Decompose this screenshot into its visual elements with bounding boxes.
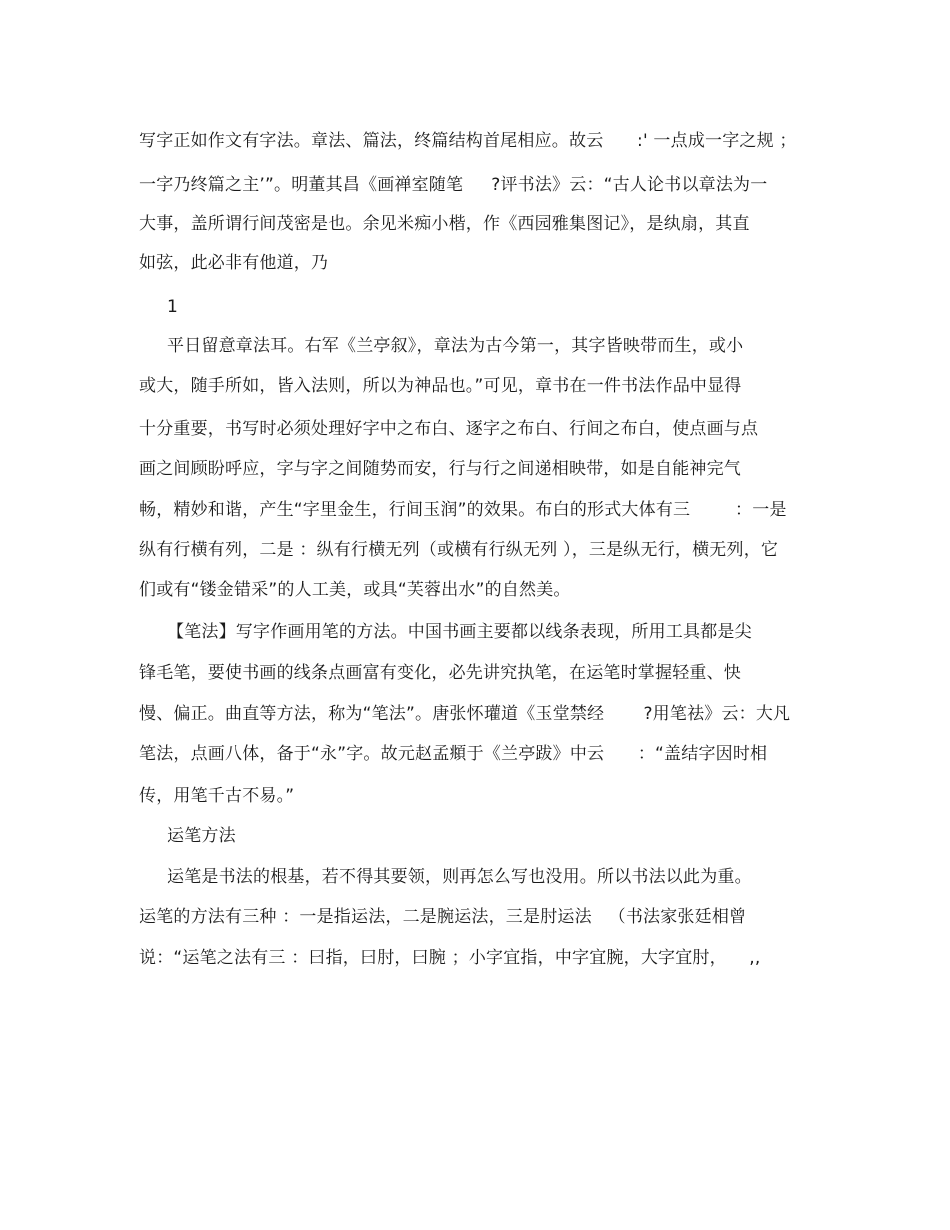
text-line: 们或有“镂金错采”的人工美，或具“芙蓉出水”的自然美。 xyxy=(139,580,571,600)
text-line: 画之间顾盼呼应，字与字之间随势而安，行与行之间递相映带，如是自能神完气 xyxy=(139,459,741,479)
text-line: 写字正如作文有字法。章法、篇法，终篇结构首尾相应。故云 :' 一点成一字之规 ； xyxy=(139,131,797,151)
text-line: 【笔法】写字作画用笔的方法。中国书画主要都以线条表现，所用工具都是尖 xyxy=(167,622,752,642)
page-number: 1 xyxy=(167,297,179,317)
text-line: 或大，随手所如，皆入法则，所以为神品也。”可见，章书在一件书法作品中显得 xyxy=(139,376,742,396)
text-line: 运笔是书法的根基，若不得其要领，则再怎么写也没用。所以书法以此为重。 xyxy=(167,867,752,887)
text-line: 慢、偏正。曲直等方法，称为“笔法”。唐张怀瓘道《玉堂禁经 ?用笔祛》云：大凡 xyxy=(139,704,791,724)
text-line: 一字乃终篇之主’”。明董其昌《画禅室随笔 ?评书法》云：“古人论书以章法为一 xyxy=(139,175,768,195)
text-line: 平日留意章法耳。右军《兰亭叙》，章法为古今第一，其字皆映带而生，或小 xyxy=(167,336,744,356)
text-line: 大事，盖所谓行间茂密是也。余见米痴小楷，作《西园雅集图记》，是纨扇，其直 xyxy=(139,214,750,234)
text-line: 说：“运笔之法有三 ：曰指，曰肘，曰腕 ；小字宜指，中字宜腕，大字宜肘， ,, xyxy=(139,948,761,968)
text-line: 传，用笔千古不易。” xyxy=(139,786,295,806)
text-line: 运笔的方法有三种 ：一是指运法，二是腕运法，三是肘运法 （书法家张廷相曾 xyxy=(139,907,747,927)
text-line: 畅，精妙和谐，产生“字里金生，行间玉润”的效果。布白的形式大体有三 ：一是 xyxy=(139,500,787,520)
text-line: 十分重要，书写时必须处理好字中之布白、逐字之布白、行间之布白，使点画与点 xyxy=(139,419,759,439)
text-line: 如弦，此必非有他道，乃 xyxy=(139,253,329,273)
text-line: 锋毛笔，要使书画的线条点画富有变化，必先讲究执笔，在运笔时掌握轻重、快 xyxy=(139,663,741,683)
section-heading: 运笔方法 xyxy=(167,826,236,846)
text-line: 纵有行横有列，二是 ：纵有行横无列（或横有行纵无列 ），三是纵无行，横无列，它 xyxy=(139,540,779,560)
text-line: 笔法，点画八体，备于“永”字。故元赵孟頫于《兰亭跋》中云 ：“盖结字因时相 xyxy=(139,744,768,764)
